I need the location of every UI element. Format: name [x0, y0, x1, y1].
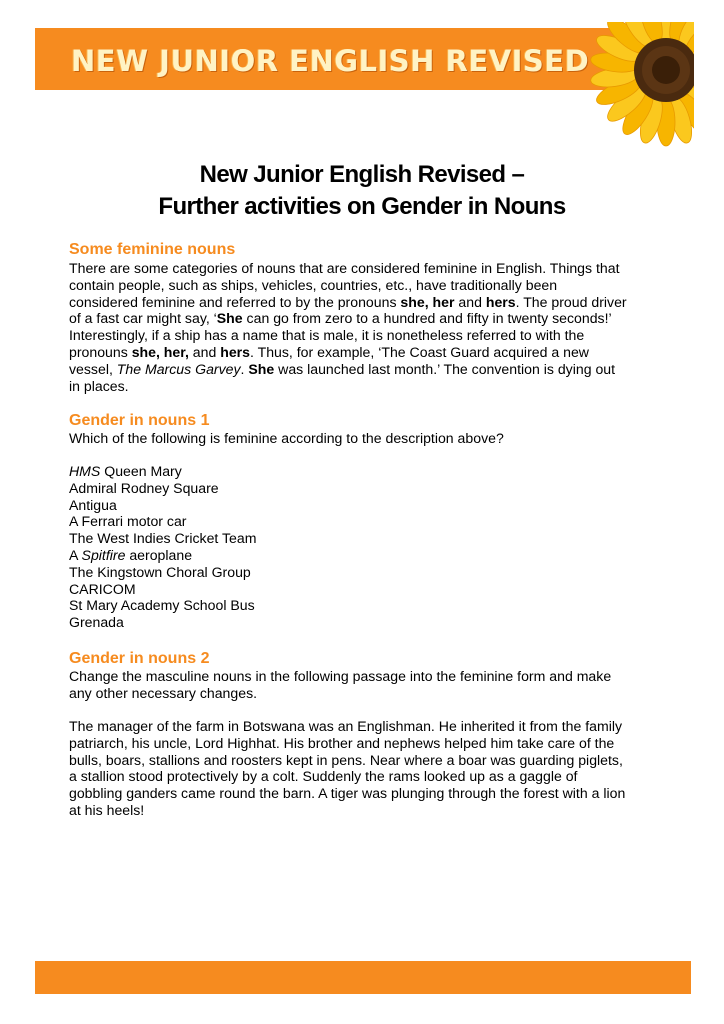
feminine-nouns-paragraph-run: can go from zero to a hundred and fifty in twenty seconds!’ Interestingly, if a ship has a name that is male, it is nonetheless referred to with the pronouns [69, 310, 612, 360]
gender-2-instruction: Change the masculine nouns in the following passage into the feminine form and make any other necessary changes. [69, 668, 612, 701]
footer-bar [35, 961, 691, 994]
feminine-nouns-paragraph-run: and [188, 343, 221, 360]
gender-1-question: Which of the following is feminine according to the description above? [69, 430, 504, 446]
list-item [69, 480, 256, 497]
gender-2-passage: The manager of the farm in Botswana was an Englishman. He inherited it from the family patriarch, his uncle, Lord Highhat. His brother and nephews helped him take care of the bulls, boars, stallions and roosters kept in pens. Near where a boar was guarding piglets, a stallion stood protectively by a colt. Suddenly the rams looked up as a gaggle of gobbling ganders came round the barn. A tiger was plunging through the forest with a lion at his heels! [69, 718, 626, 818]
list-item [69, 564, 256, 581]
list-item [69, 497, 256, 514]
feminine-nouns-paragraph-run: She [248, 360, 275, 377]
page-title-line-1: New Junior English Revised – [199, 161, 525, 188]
list-item-run: CARICOM [69, 580, 136, 597]
list-item-run: aeroplane [125, 546, 193, 563]
list-item-run: Queen Mary [100, 463, 182, 479]
list-item-run: Grenada [69, 614, 124, 631]
section-heading-gender-1: Gender in nouns 1 [69, 412, 210, 429]
section-heading-feminine-nouns: Some feminine nouns [69, 241, 236, 258]
banner-title: NEW JUNIOR ENGLISH REVISED [71, 44, 590, 78]
feminine-nouns-paragraph-run: There are some categories of nouns that are considered feminine in English. Things that contain people, such as ships, vehicles, countries, etc., have traditionally been considered feminine and referred to by the pronouns [69, 260, 620, 310]
feminine-nouns-paragraph-run: and [454, 293, 486, 310]
list-item-run: A Ferrari motor car [69, 513, 187, 530]
list-item-run: Spitfire [81, 546, 126, 563]
list-item [69, 513, 256, 530]
feminine-nouns-paragraph-run: . The proud driver of a fast car might say, ‘ [69, 293, 627, 327]
feminine-nouns-paragraph-run: she, her [400, 293, 455, 310]
feminine-nouns-paragraph-run: hers [220, 343, 251, 360]
feminine-nouns-paragraph-run: she, her, [131, 343, 189, 360]
list-item-run: Antigua [69, 496, 117, 513]
feminine-nouns-paragraph-run: was launched last month.’ The convention is dying out in places. [69, 360, 616, 394]
list-item [69, 581, 256, 598]
list-item-run: St Mary Academy School Bus [69, 597, 255, 614]
sunflower-image [566, 22, 694, 162]
list-item-run: Admiral Rodney Square [69, 479, 219, 496]
list-item [69, 530, 256, 547]
feminine-nouns-paragraph-run: . Thus, for example, ‘The Coast Guard acquired a new vessel, [69, 343, 589, 377]
feminine-nouns-paragraph-run: The Marcus Garvey [116, 360, 241, 377]
list-item-run: The Kingstown Choral Group [69, 563, 251, 580]
gender-1-list [69, 463, 256, 631]
list-item [69, 597, 256, 614]
list-item-run: A [69, 546, 82, 563]
list-item [69, 463, 256, 480]
section-heading-gender-2: Gender in nouns 2 [69, 650, 210, 667]
list-item-run: The West Indies Cricket Team [69, 530, 257, 547]
feminine-nouns-paragraph-run: . [240, 360, 249, 377]
list-item [69, 547, 256, 564]
feminine-nouns-paragraph-run: hers [485, 293, 516, 310]
list-item-run: HMS [69, 463, 101, 479]
feminine-nouns-paragraph-run: She [216, 310, 243, 327]
list-item [69, 614, 256, 631]
feminine-nouns-paragraph [69, 260, 629, 394]
page-title-line-2: Further activities on Gender in Nouns [158, 193, 566, 220]
